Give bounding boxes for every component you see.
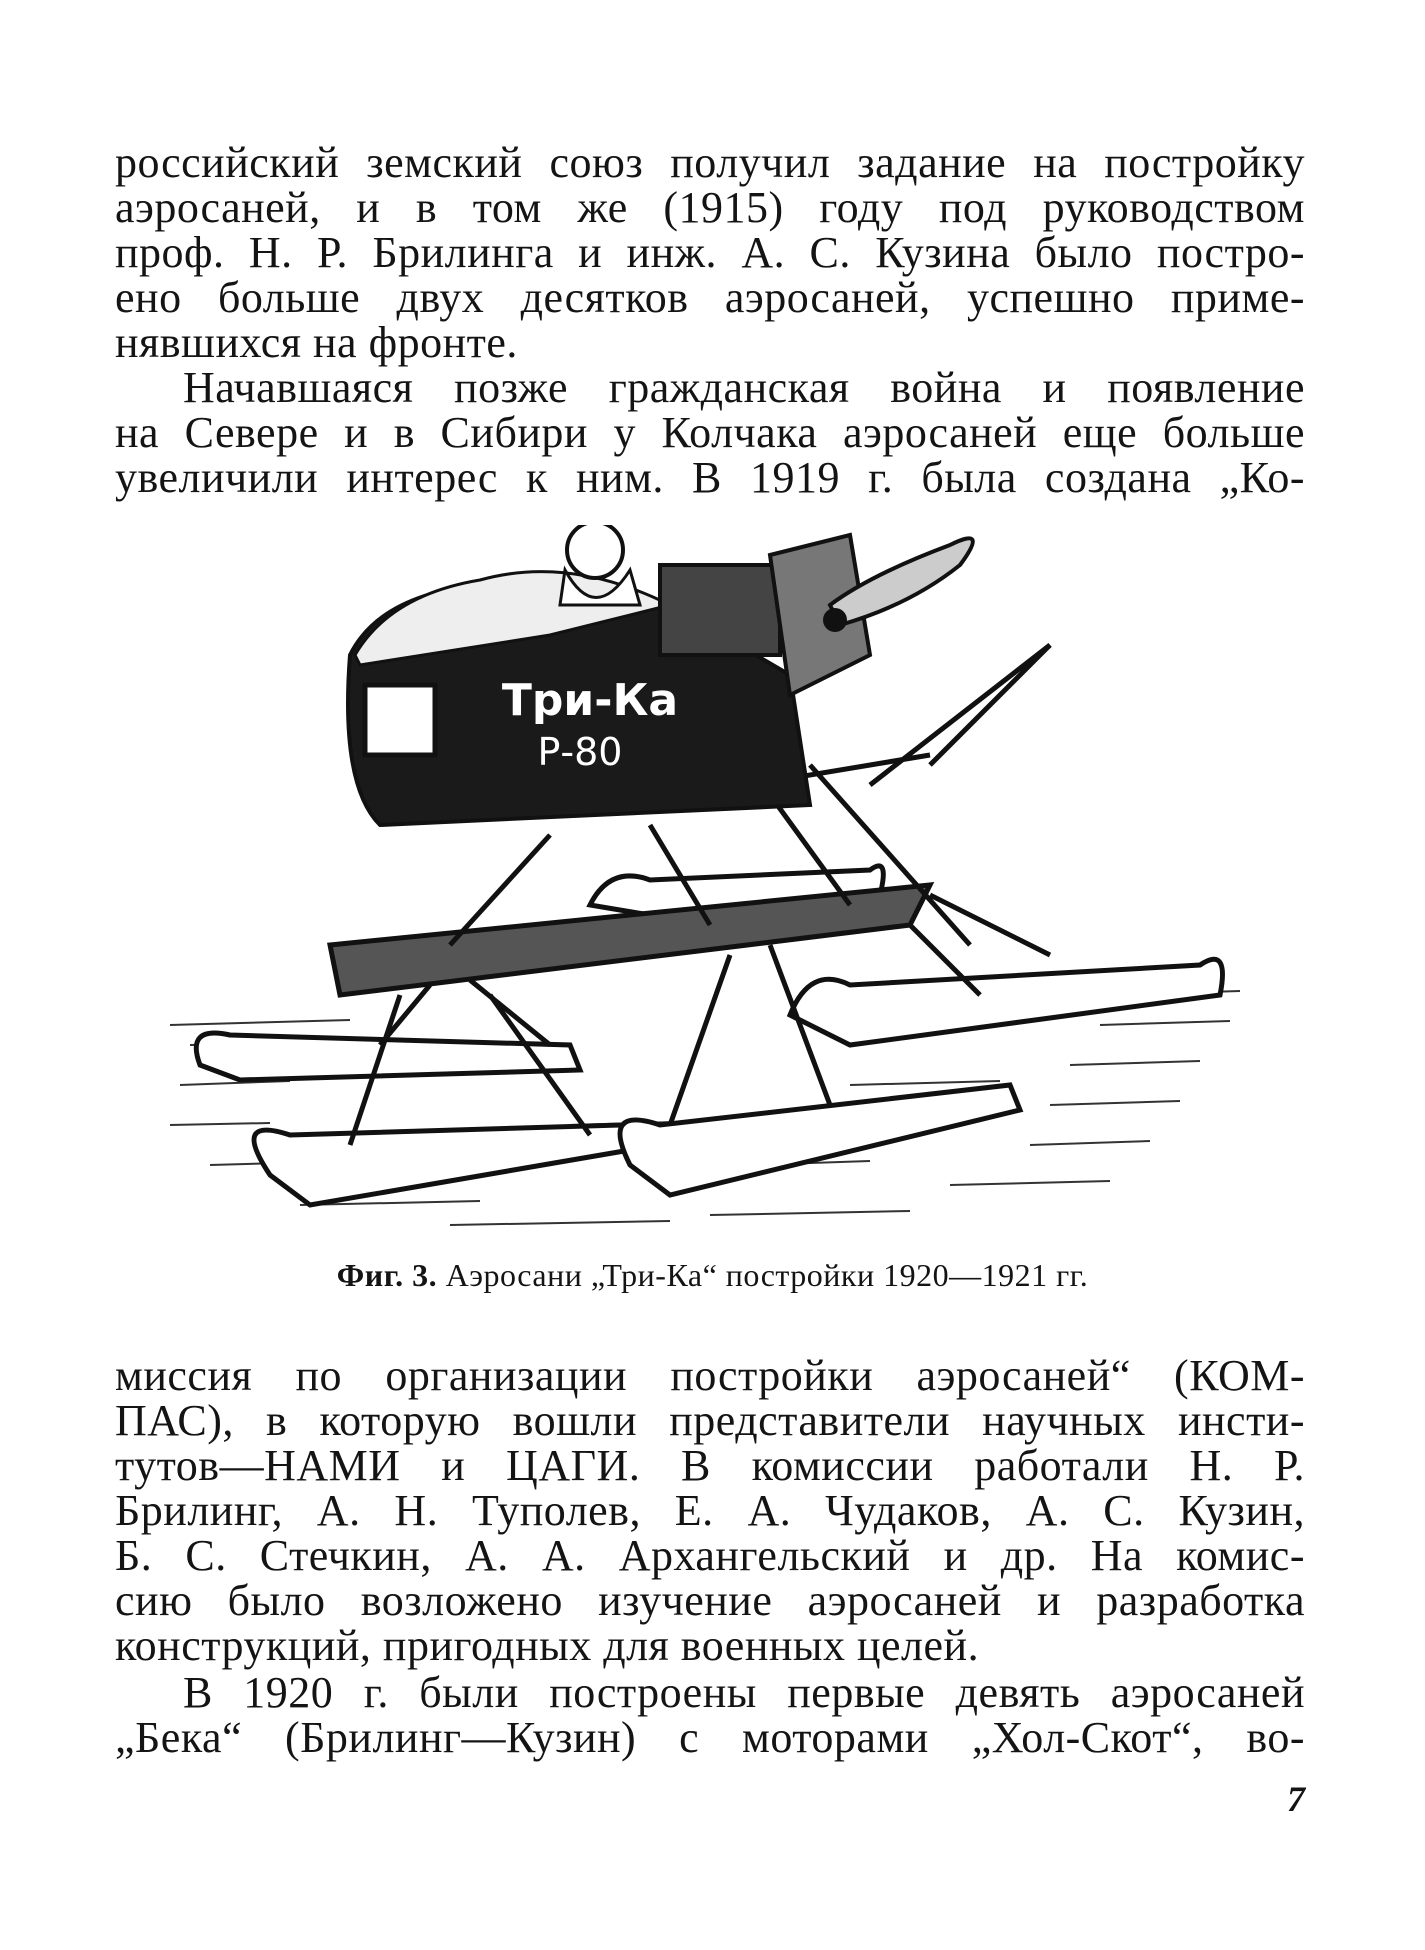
- paragraph-3: [115, 1353, 1305, 1668]
- text-line: Начавшаяся позже гражданская война и появление: [183, 363, 1305, 412]
- page-number: 7: [1287, 1779, 1305, 1819]
- aerosled-drawing: [150, 525, 1270, 1245]
- caption-text: Аэросани „Три-Ка“ постройки 1920—1921 гг.: [445, 1257, 1089, 1293]
- text-line: „Бека“ (Брилинг—Кузин) с моторами „Хол-Скот“, во-: [115, 1713, 1305, 1762]
- text-line: увеличили интерес к ним. В 1919 г. была создана „Ко-: [115, 453, 1305, 502]
- paragraph-1: [115, 140, 1305, 365]
- text-line: В 1920 г. были построены первые девять аэросаней: [183, 1668, 1305, 1717]
- text-line: ено больше двух десятков аэросаней, успешно приме-: [115, 273, 1305, 322]
- text-line: нявшихся на фронте.: [115, 318, 518, 367]
- text-line: проф. Н. Р. Брилинга и инж. А. С. Кузина было постро-: [115, 228, 1305, 277]
- text-line: российский земский союз получил задание на постройку: [115, 138, 1305, 187]
- text-line: миссия по организации постройки аэросаней“ (КОМ-: [115, 1351, 1305, 1400]
- text-line: конструкций, пригодных для военных целей.: [115, 1621, 980, 1670]
- body-label-model: Р-80: [537, 730, 623, 774]
- figure-caption: [0, 1257, 1425, 1294]
- paragraph-2: [115, 365, 1305, 500]
- text-line: ПАС), в которую вошли представители научных инсти-: [115, 1396, 1305, 1445]
- aerosled-illustration: [150, 525, 1270, 1245]
- text-line: тутов—НАМИ и ЦАГИ. В комиссии работали Н. Р.: [115, 1441, 1305, 1490]
- text-line: на Севере и в Сибири у Колчака аэросаней еще больше: [115, 408, 1305, 457]
- text-line: Брилинг, А. Н. Туполев, Е. А. Чудаков, А. С. Кузин,: [115, 1486, 1305, 1535]
- text-line: аэросаней, и в том же (1915) году под руководством: [115, 183, 1305, 232]
- body-label-name: Три-Ка: [501, 675, 679, 726]
- text-line: сию было возложено изучение аэросаней и разработка: [115, 1576, 1305, 1625]
- cabin-window: [365, 685, 435, 755]
- text-line: Б. С. Стечкин, А. А. Архангельский и др. На комис-: [115, 1531, 1305, 1580]
- caption-label: Фиг. 3.: [336, 1257, 438, 1293]
- paragraph-4: [115, 1670, 1305, 1760]
